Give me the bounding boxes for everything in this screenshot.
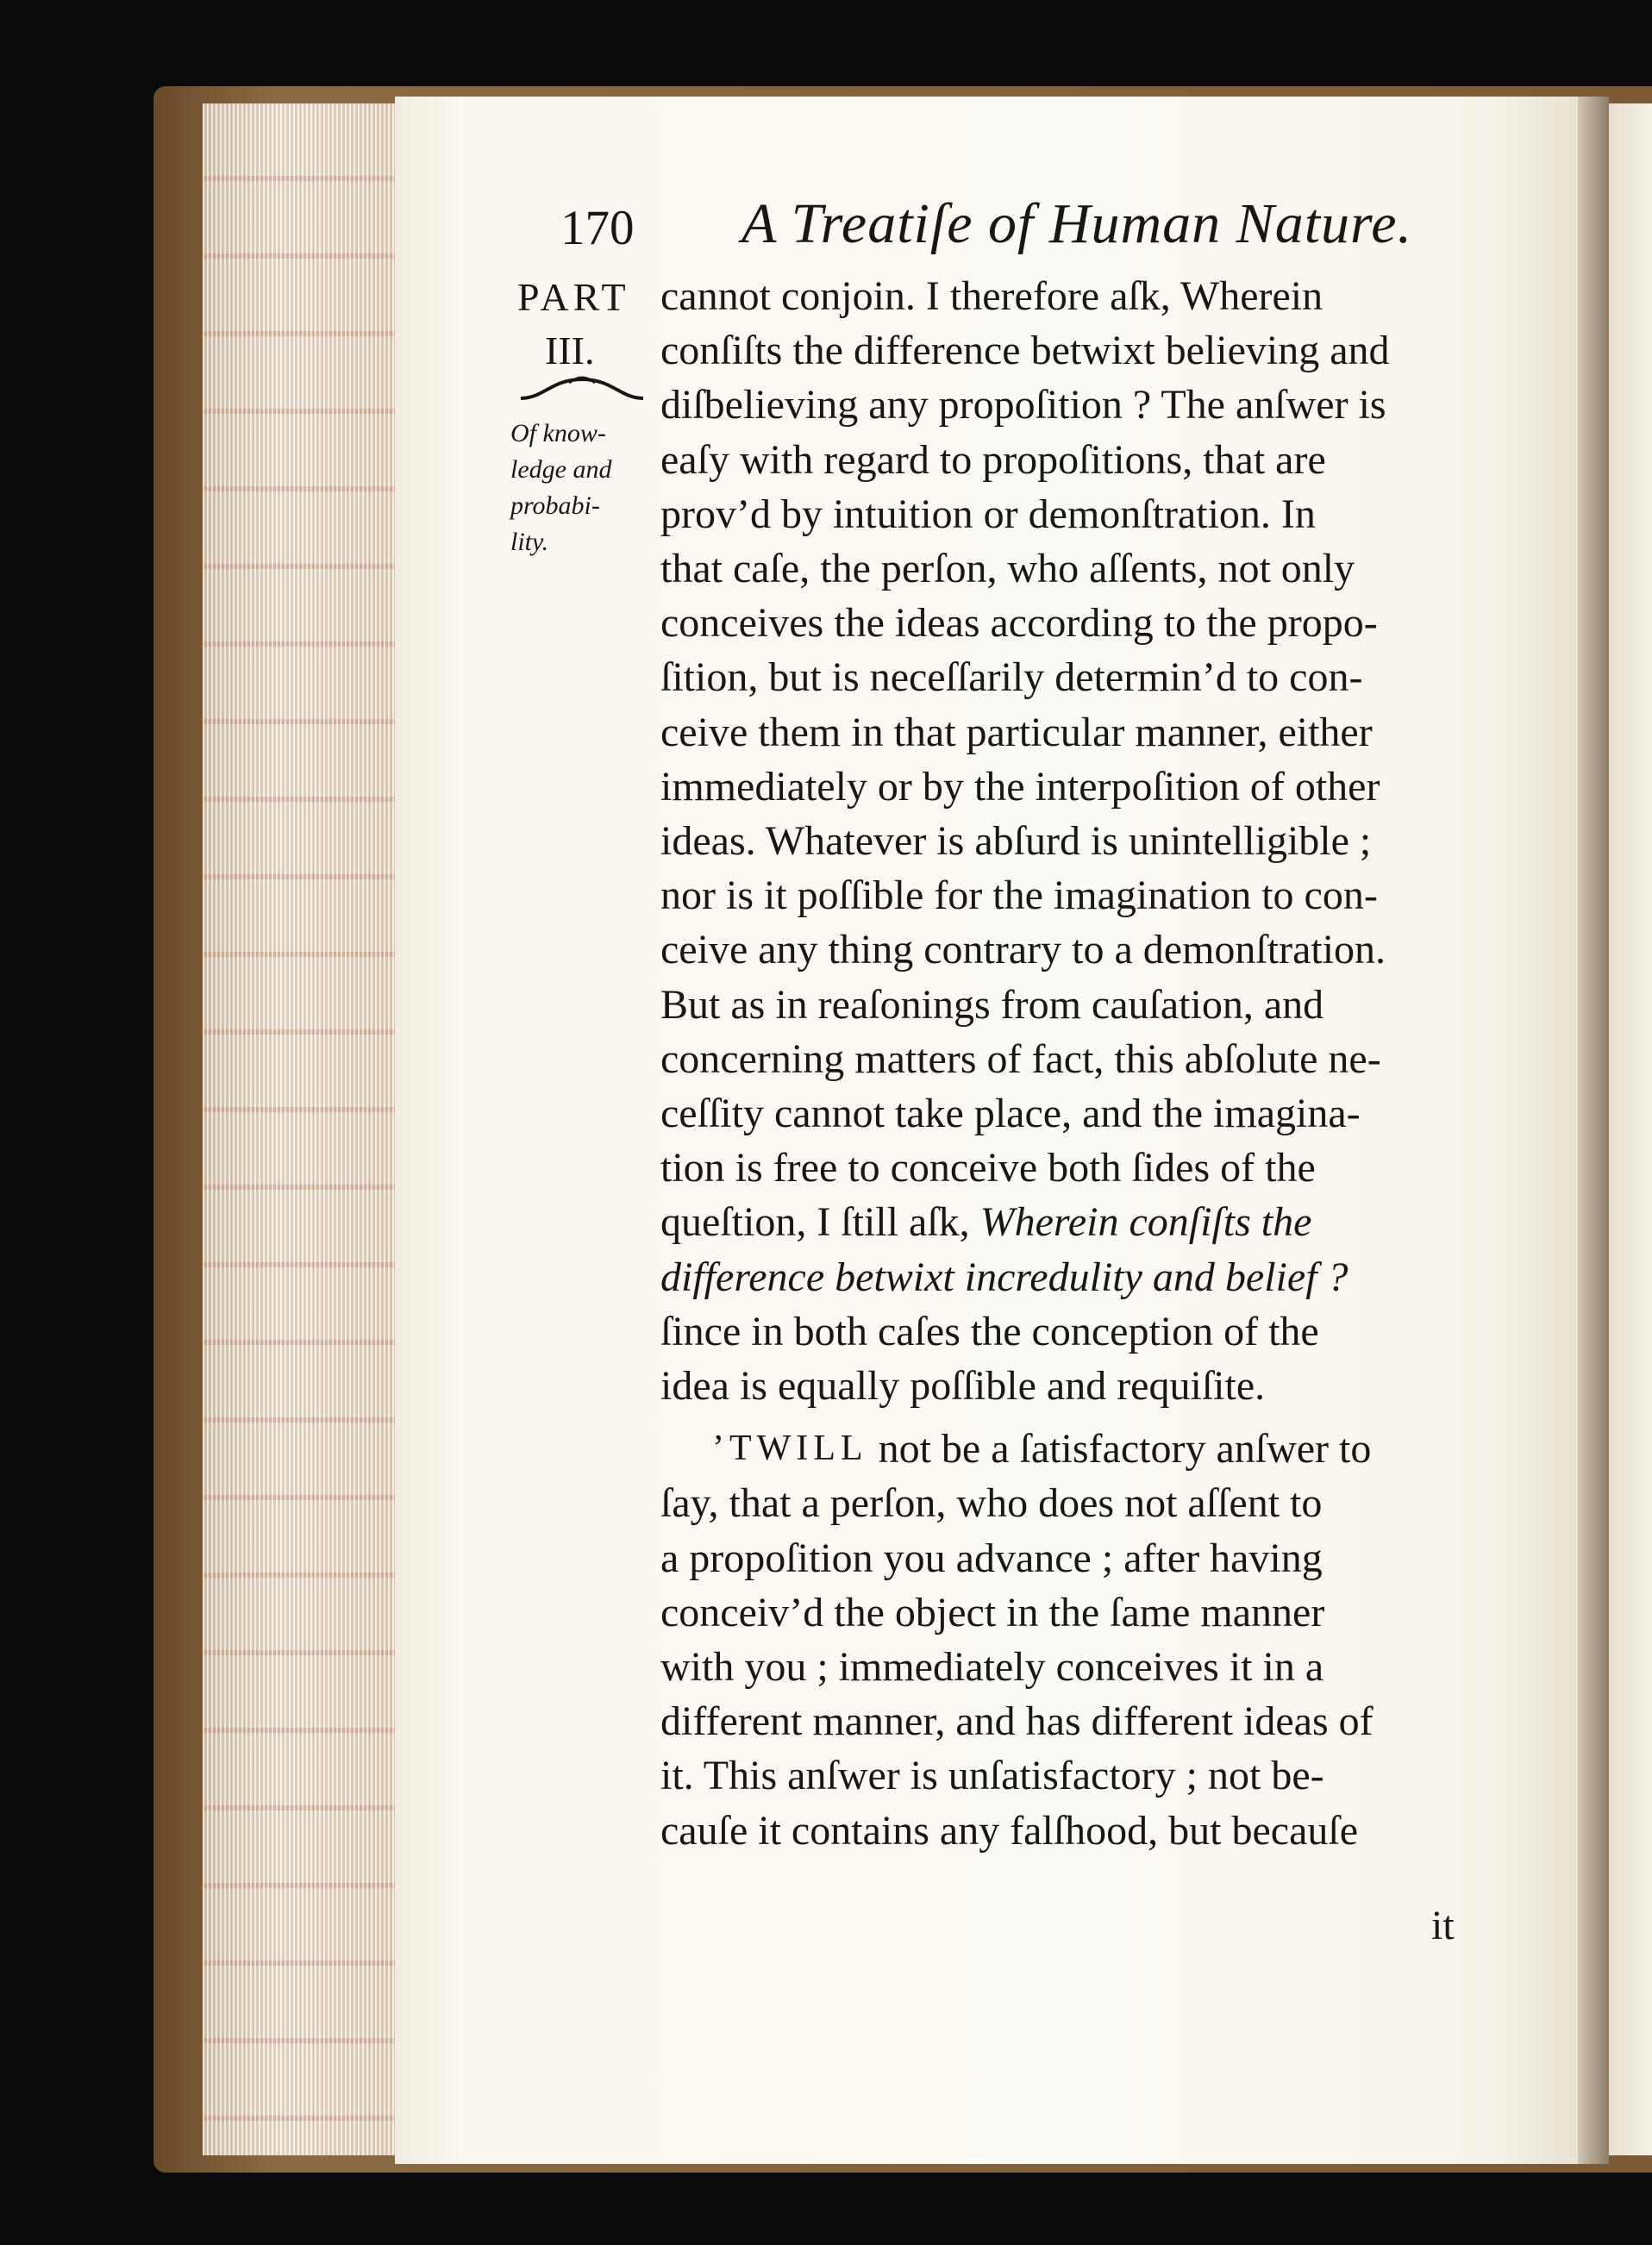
page-number: 170 [560, 201, 635, 255]
text-line: conceiv’d the object in the ſame manner [660, 1589, 1325, 1635]
margin-note [510, 416, 623, 560]
text-line: cauſe it contains any falſhood, but becauſe [660, 1807, 1359, 1854]
running-title: A Treatiſe of Human Nature. [742, 192, 1413, 255]
text-line: ideas. Whatever is abſurd is unintelligible ; [660, 818, 1372, 865]
text-line: immediately or by the interpoſition of other [660, 763, 1380, 810]
margin-note-line: Of know- [510, 419, 606, 447]
text-line [660, 1195, 1471, 1249]
paragraph-lead: ’TWILL [712, 1429, 868, 1469]
text-span: not be a ſatisfactory anſwer to [878, 1426, 1372, 1473]
text-line: ceive them in that particular manner, either [660, 709, 1373, 755]
text-line: ſay, that a perſon, who does not aſſent to [660, 1480, 1323, 1527]
body-text [660, 269, 1471, 1858]
text-line: But as in reaſonings from cauſation, and [660, 981, 1324, 1028]
text-line: prov’d by intuition or demonſtration. In [660, 491, 1316, 537]
facing-page-edge [1609, 103, 1652, 2155]
gutter-shadow [1578, 97, 1609, 2164]
italic-line: difference betwixt incredulity and belief ? [660, 1254, 1349, 1300]
text-line: conſiſts the difference betwixt believing and [660, 328, 1390, 374]
margin-note-line: lity. [510, 528, 549, 556]
italic-span: Wherein conſiſts the [979, 1199, 1312, 1246]
text-line: idea is equally poſſible and requiſite. [660, 1363, 1266, 1410]
margin-note-line: ledge and [510, 455, 612, 484]
text-line: concerning matters of fact, this abſolute ne- [660, 1035, 1381, 1082]
margin-part-label: PART [517, 275, 630, 319]
text-line: different manner, and has different ideas of [660, 1698, 1374, 1745]
text-line: ſince in both caſes the conception of the [660, 1308, 1319, 1354]
margin-part-number: III. [545, 328, 595, 372]
text-line: ceſſity cannot take place, and the imagina- [660, 1091, 1361, 1137]
text-line: conceives the ideas according to the propo- [660, 600, 1378, 647]
text-line [660, 1250, 1471, 1304]
text-span: queſtion, I ſtill aſk, [660, 1199, 970, 1246]
text-line: eaſy with regard to propoſitions, that are [660, 436, 1326, 483]
text-line: cannot conjoin. I therefore aſk, Wherein [660, 273, 1323, 319]
text-line: that caſe, the perſon, who aſſents, not only [660, 546, 1355, 592]
margin-note-line: probabi- [510, 491, 600, 520]
text-line: tion is free to conceive both ſides of the [660, 1145, 1316, 1191]
text-line: it. This anſwer is unſatisfactory ; not be- [660, 1753, 1324, 1799]
text-line [660, 1422, 1471, 1476]
brace-ornament-icon [517, 372, 647, 407]
page-edges [203, 103, 397, 2155]
text-line: ſition, but is neceſſarily determin’d to con- [660, 654, 1363, 701]
text-line: diſbelieving any propoſition ? The anſwer is [660, 382, 1386, 428]
text-line: with you ; immediately conceives it in a [660, 1644, 1324, 1691]
text-line: nor is it poſſible for the imagination to con- [660, 872, 1378, 919]
text-line: a propoſition you advance ; after having [660, 1535, 1323, 1581]
catchword: it [1431, 1903, 1455, 1948]
text-line: ceive any thing contrary to a demonſtration. [660, 927, 1386, 973]
